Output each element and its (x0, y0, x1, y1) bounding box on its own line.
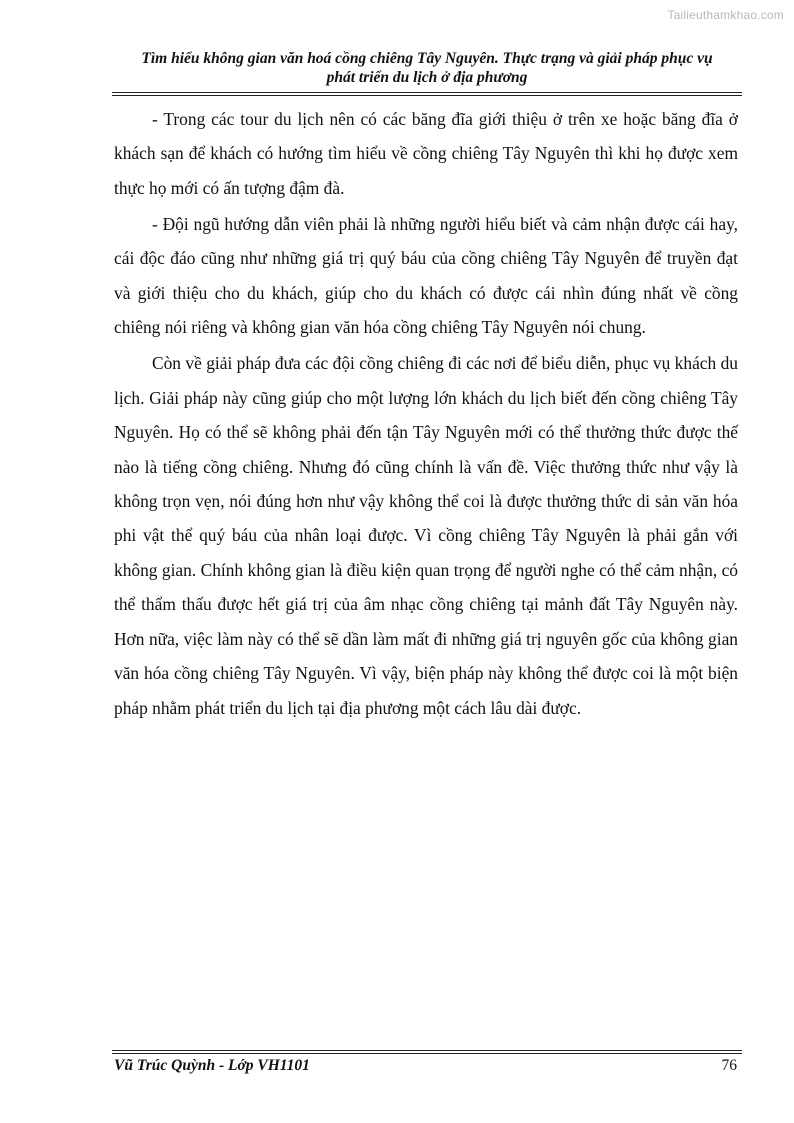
page-number: 76 (721, 1057, 737, 1074)
footer-rule (112, 1050, 742, 1054)
header-rule (112, 92, 742, 96)
paragraph-2: - Đội ngũ hướng dẫn viên phải là những người hiểu biết và cảm nhận được cái hay, cái độc đáo cũng như những giá trị quý báu của cồng chiêng Tây Nguyên để truyền đạt và giới thiệu cho du khách, giúp cho du khách có được cái nhìn đúng nhất về cồng chiêng nói riêng và không gian văn hóa cồng chiêng Tây Nguyên nói chung. (114, 214, 738, 338)
footer-author: Vũ Trúc Quỳnh - Lớp VH1101 (114, 1057, 310, 1074)
header-line-1: Tìm hiểu không gian văn hoá cồng chiêng Tây Nguyên. Thực trạng và giải pháp phục vụ (141, 50, 713, 67)
header-line-2: phát triển du lịch ở địa phương (326, 69, 528, 86)
paragraph-3: Còn về giải pháp đưa các đội cồng chiêng đi các nơi để biểu diễn, phục vụ khách du lịch. Giải pháp này cũng giúp cho một lượng lớn khách du lịch biết đến cồng chiêng Tây Nguyên. Họ có thể sẽ không phải đến tận Tây Nguyên mới có thể thưởng thức được thế nào là tiếng cồng chiêng. Nhưng đó cũng chính là vấn đề. Việc thưởng thức như vậy là không trọn vẹn, nói đúng hơn như vậy không thể coi là được thưởng thức di sản văn hóa phi vật thể quý báu của nhân loại được. Vì cồng chiêng Tây Nguyên là phải gắn với không gian. Chính không gian là điều kiện quan trọng để người nghe có thể cảm nhận, có thể thẩm thấu được hết giá trị của âm nhạc cồng chiêng tại mảnh đất Tây Nguyên này. Hơn nữa, việc làm này có thể sẽ dần làm mất đi những giá trị nguyên gốc của không gian văn hóa cồng chiêng Tây Nguyên. Vì vậy, biện pháp này không thể được coi là một biện pháp nhằm phát triển du lịch tại địa phương một cách lâu dài được. (114, 353, 738, 718)
watermark: Tailieuthamkhao.com (667, 8, 784, 22)
body-text (114, 102, 738, 727)
running-header (112, 49, 742, 87)
paragraph-1: - Trong các tour du lịch nên có các băng đĩa giới thiệu ở trên xe hoặc băng đĩa ở khách sạn để khách có hướng tìm hiểu về cồng chiêng Tây Nguyên thì khi họ được xem thực họ mới có ấn tượng đậm đà. (114, 109, 738, 198)
